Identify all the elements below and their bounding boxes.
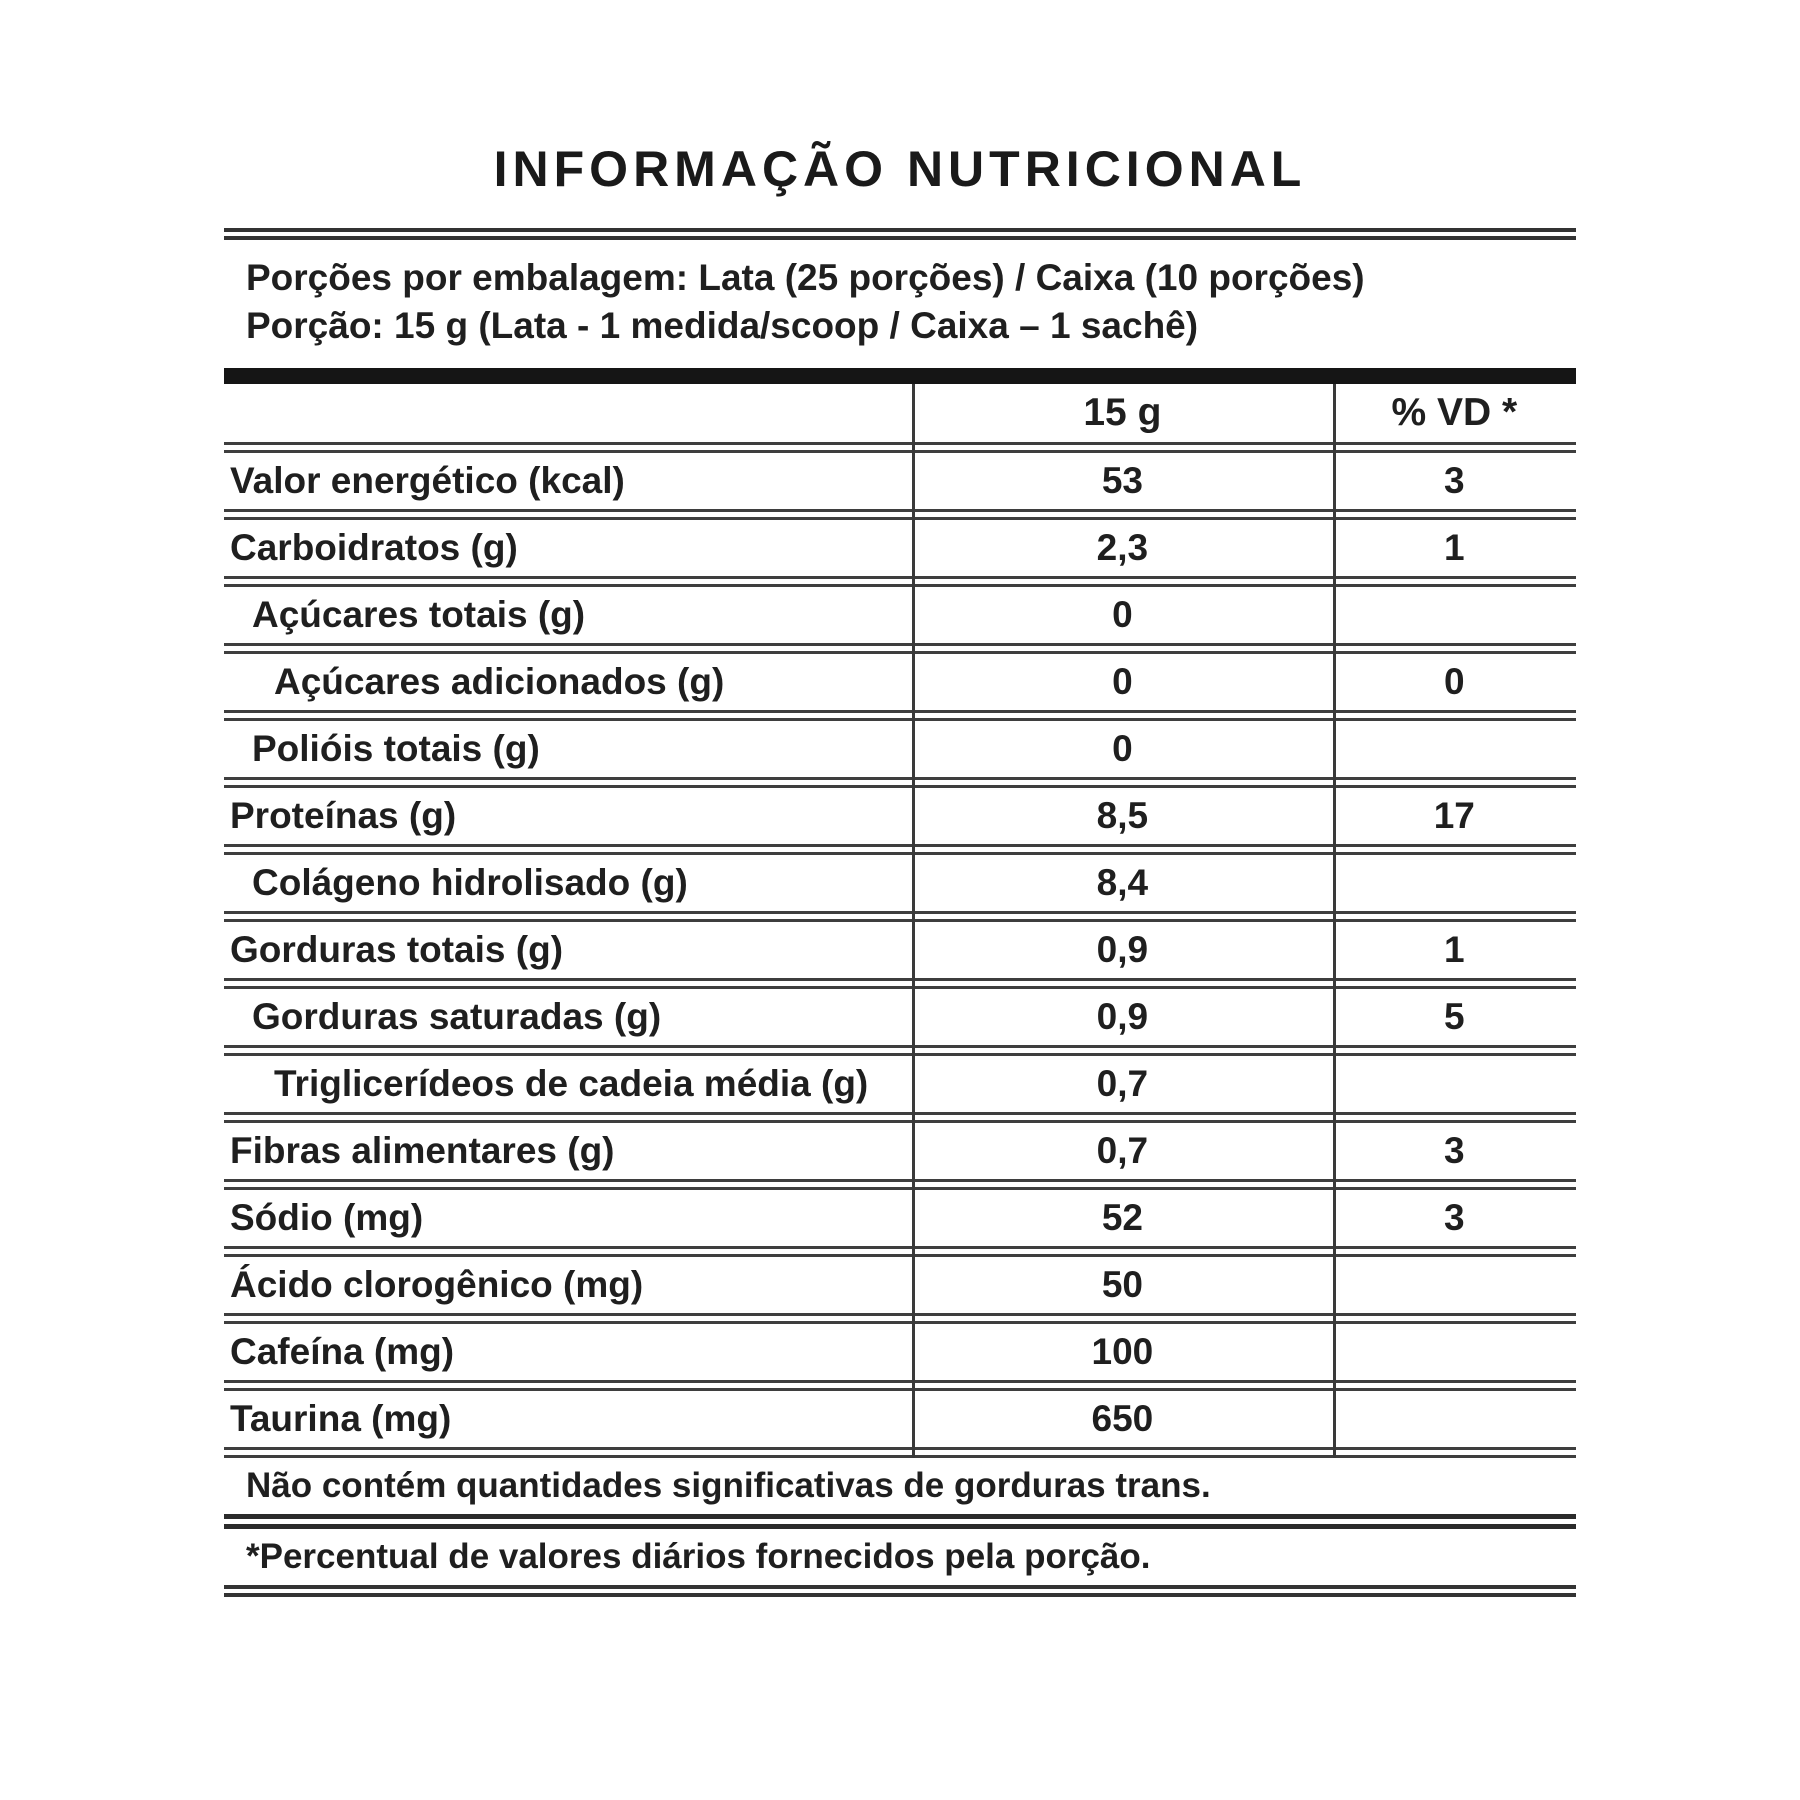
vd-value: 0	[1444, 661, 1465, 702]
amount-value: 52	[1101, 1197, 1143, 1238]
amount-value: 650	[1091, 1398, 1154, 1439]
table-row	[224, 654, 1576, 710]
amount-value: 0	[1112, 594, 1133, 635]
amount-value: 0	[1112, 661, 1133, 702]
table-row	[224, 989, 1576, 1045]
nutrient-label: Açúcares totais (g)	[252, 594, 586, 635]
nutrient-label: Proteínas (g)	[230, 795, 457, 836]
nutrient-label: Açúcares adicionados (g)	[274, 661, 725, 702]
row-divider	[224, 1246, 1576, 1257]
row-divider	[224, 1179, 1576, 1190]
table-row	[224, 1123, 1576, 1179]
nutrient-label: Taurina (mg)	[230, 1398, 452, 1439]
table-top-bar	[224, 368, 1576, 384]
nutrition-table	[224, 384, 1576, 1458]
table-row	[224, 922, 1576, 978]
row-divider	[224, 978, 1576, 989]
vd-value: 3	[1444, 1130, 1465, 1171]
page-title: INFORMAÇÃO NUTRICIONAL	[493, 141, 1307, 197]
nutrition-label	[224, 0, 1576, 1597]
amount-value: 0	[1112, 728, 1133, 769]
amount-value: 0,7	[1096, 1130, 1149, 1171]
title-divider	[224, 228, 1576, 240]
amount-value: 0,9	[1096, 929, 1149, 970]
table-row	[224, 520, 1576, 576]
row-divider	[224, 1380, 1576, 1391]
footnote-divider	[224, 1514, 1576, 1529]
nutrient-label: Cafeína (mg)	[230, 1331, 455, 1372]
vd-value: 17	[1433, 795, 1475, 836]
amount-value: 50	[1101, 1264, 1143, 1305]
amount-value: 8,5	[1096, 795, 1149, 836]
table-row	[224, 1391, 1576, 1447]
table-row	[224, 453, 1576, 509]
row-divider	[224, 509, 1576, 520]
nutrient-label: Colágeno hidrolisado (g)	[252, 862, 688, 903]
serving-info	[224, 240, 1576, 368]
row-divider	[224, 442, 1576, 453]
vd-value: 3	[1444, 1197, 1465, 1238]
table-row	[224, 1056, 1576, 1112]
amount-value: 100	[1091, 1331, 1154, 1372]
table-row	[224, 788, 1576, 844]
header-vd-label: % VD *	[1391, 391, 1518, 434]
amount-value: 0,9	[1096, 996, 1149, 1037]
table-row	[224, 1190, 1576, 1246]
nutrient-label: Gorduras totais (g)	[230, 929, 564, 970]
row-divider	[224, 643, 1576, 654]
amount-value: 53	[1101, 460, 1143, 501]
row-divider	[224, 777, 1576, 788]
footnote-daily-values: *Percentual de valores diários fornecidos pela porção.	[246, 1537, 1151, 1576]
row-divider	[224, 1112, 1576, 1123]
amount-value: 8,4	[1096, 862, 1149, 903]
table-row	[224, 1324, 1576, 1380]
nutrient-label: Valor energético (kcal)	[230, 460, 625, 501]
amount-value: 2,3	[1096, 527, 1149, 568]
row-divider	[224, 1045, 1576, 1056]
row-divider	[224, 710, 1576, 721]
nutrient-label: Gorduras saturadas (g)	[252, 996, 662, 1037]
row-divider	[224, 1447, 1576, 1458]
bottom-divider	[224, 1585, 1576, 1597]
table-header-row	[224, 384, 1576, 442]
table-row	[224, 1257, 1576, 1313]
row-divider	[224, 844, 1576, 855]
table-row	[224, 721, 1576, 777]
nutrient-label: Fibras alimentares (g)	[230, 1130, 615, 1171]
servings-per-package-text: Porções por embalagem: Lata (25 porções) / Caixa (10 porções)	[246, 257, 1365, 298]
header-amount-label: 15 g	[1083, 391, 1162, 434]
column-divider-amount	[912, 384, 915, 1458]
serving-size-text: Porção: 15 g (Lata - 1 medida/scoop / Caixa – 1 sachê)	[246, 305, 1199, 346]
nutrient-label: Sódio (mg)	[230, 1197, 424, 1238]
table-row	[224, 587, 1576, 643]
vd-value: 3	[1444, 460, 1465, 501]
row-divider	[224, 911, 1576, 922]
footnote-trans-fat: Não contém quantidades significativas de gorduras trans.	[246, 1466, 1211, 1505]
vd-value: 1	[1444, 527, 1465, 568]
amount-value: 0,7	[1096, 1063, 1149, 1104]
nutrient-label: Polióis totais (g)	[252, 728, 540, 769]
table-row	[224, 855, 1576, 911]
vd-value: 1	[1444, 929, 1465, 970]
column-divider-vd	[1333, 384, 1336, 1458]
nutrient-label: Triglicerídeos de cadeia média (g)	[274, 1063, 869, 1104]
row-divider	[224, 1313, 1576, 1324]
row-divider	[224, 576, 1576, 587]
nutrient-label: Carboidratos (g)	[230, 527, 518, 568]
nutrient-label: Ácido clorogênico (mg)	[230, 1264, 644, 1305]
vd-value: 5	[1444, 996, 1465, 1037]
